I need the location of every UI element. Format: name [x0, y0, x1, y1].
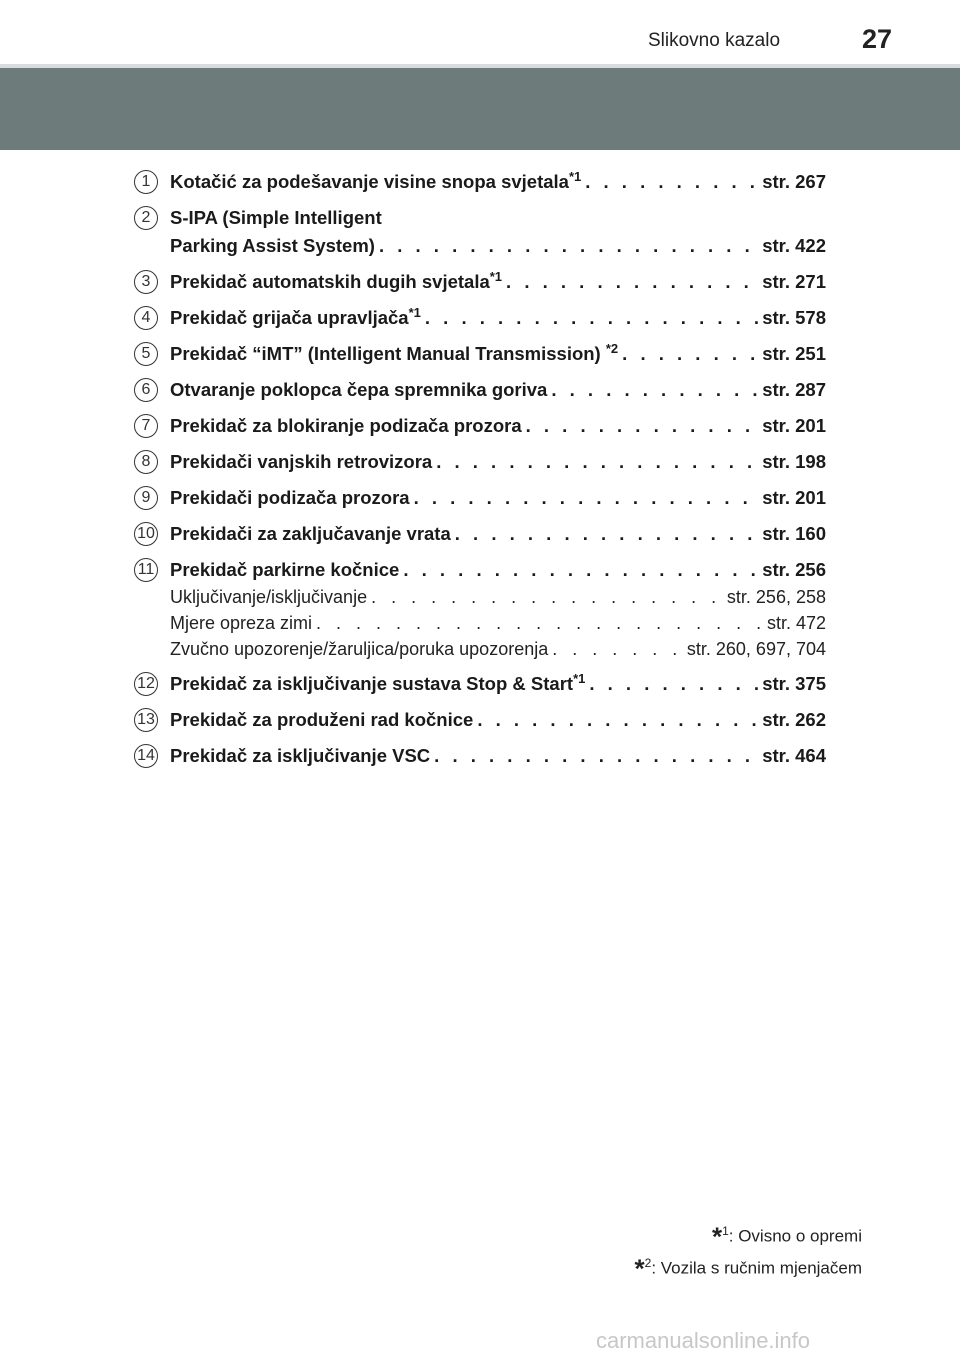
callout-number: 13: [134, 708, 158, 732]
index-list: [134, 168, 826, 778]
leader-dots: [551, 376, 758, 404]
index-entry: [134, 268, 826, 296]
entry-title: Prekidač automatskih dugih svjetala$^{*1}$: [170, 269, 503, 292]
index-entry: [134, 168, 826, 196]
footnote-text: : Ovisno o opremi: [728, 1226, 862, 1246]
index-entry: [134, 670, 826, 698]
index-entry: [134, 556, 826, 662]
footnote-text: : Vozila s ručnim mjenjačem: [651, 1258, 862, 1278]
callout-number: 10: [134, 522, 158, 546]
callout-number: 5: [134, 342, 158, 366]
leader-dots: [589, 670, 758, 698]
page-reference[interactable]: str. 375: [762, 673, 826, 694]
callout-number: 3: [134, 270, 158, 294]
sub-entry-title: Zvučno upozorenje/žaruljica/poruka upozorenja: [170, 639, 549, 659]
index-entry: [134, 520, 826, 548]
footnote: [635, 1218, 863, 1250]
entry-title: Parking Assist System): [170, 235, 375, 256]
leader-dots: [477, 706, 758, 734]
entry-title: Prekidači za zaključavanje vrata: [170, 523, 451, 544]
index-entry: [134, 484, 826, 512]
callout-number: 8: [134, 450, 158, 474]
entry-title: Prekidač grijača upravljača$^{*1}$: [170, 305, 421, 328]
page-reference[interactable]: str. 287: [762, 379, 826, 400]
index-entry: [134, 204, 826, 260]
entry-title: Prekidači vanjskih retrovizora: [170, 451, 433, 472]
page-reference[interactable]: str. 271: [762, 271, 826, 292]
footnotes: [634, 1218, 863, 1284]
callout-number: 4: [134, 306, 158, 330]
footnote: [635, 1250, 863, 1282]
callout-number: 14: [134, 744, 158, 768]
footnote-star: *: [634, 1253, 645, 1284]
page-reference[interactable]: str. 464: [762, 745, 826, 766]
page-reference[interactable]: str. 201: [762, 487, 826, 508]
leader-dots: [436, 448, 758, 476]
callout-number: 6: [134, 378, 158, 402]
footnote-marker: *1: [568, 169, 582, 184]
page-reference[interactable]: str. 267: [762, 171, 826, 192]
callout-number: 11: [134, 558, 158, 582]
callout-number: 7: [134, 414, 158, 438]
footnote-marker: *1: [573, 671, 586, 686]
index-entry: [134, 376, 826, 404]
page-reference[interactable]: str. 578: [762, 307, 826, 328]
callout-number: 1: [134, 170, 158, 194]
entry-title: Kotačić za podešavanje visine snopa svjetala$^{*1}$: [170, 169, 582, 192]
page-reference[interactable]: str. 251: [762, 343, 826, 364]
page-reference[interactable]: str. 256, 258: [726, 587, 826, 607]
entry-title: Prekidač parkirne kočnice: [170, 559, 400, 580]
page-reference[interactable]: str. 262: [762, 709, 826, 730]
entry-title: Prekidač za blokiranje podizača prozora: [170, 415, 522, 436]
leader-dots: [403, 556, 758, 584]
entry-title: Otvaranje poklopca čepa spremnika goriva: [170, 379, 548, 400]
section-title: Slikovno kazalo: [648, 30, 781, 51]
leader-dots: [379, 232, 758, 260]
index-entry: [134, 304, 826, 332]
footnote-number: 1: [722, 1224, 729, 1238]
index-entry: [134, 448, 826, 476]
index-entry: [134, 340, 826, 368]
entry-title: Prekidač za produženi rad kočnice: [170, 709, 474, 730]
leader-dots: [526, 412, 759, 440]
entry-title: Prekidači podizača prozora: [170, 487, 410, 508]
sub-entry-title: Mjere opreza zimi: [170, 613, 313, 633]
entry-title: Prekidač “iMT” (Intelligent Manual Transmission) $^{*2}$: [170, 341, 619, 364]
index-entry: [134, 706, 826, 734]
entry-title: Prekidač za isključivanje sustava Stop & Start$^{*1}$: [170, 671, 586, 694]
entry-title-line1: S-IPA (Simple Intelligent: [170, 207, 382, 228]
footnote-number: 2: [644, 1255, 652, 1270]
page-reference[interactable]: str. 160: [762, 523, 826, 544]
leader-dots: [414, 484, 759, 512]
footnote-star: *: [711, 1221, 723, 1252]
leader-dots: [455, 520, 758, 548]
footnote-marker: *1: [408, 305, 421, 320]
entry-title: Prekidač za isključivanje VSC: [170, 745, 431, 766]
page-reference[interactable]: str. 256: [762, 559, 826, 580]
index-entry: [134, 742, 826, 770]
page-number: 27: [862, 24, 893, 54]
sub-entries: [170, 584, 826, 662]
leader-dots: [425, 304, 758, 332]
callout-number: 12: [134, 672, 158, 696]
callout-number: 9: [134, 486, 158, 510]
footnote-marker: *1: [489, 269, 503, 284]
footnote-marker: *2: [605, 341, 619, 356]
leader-dots: [622, 340, 758, 368]
leader-dots: [316, 610, 763, 636]
watermark: carmanualsonline.info: [596, 1328, 811, 1353]
page-reference[interactable]: str. 422: [762, 235, 826, 256]
page-reference[interactable]: str. 198: [762, 451, 826, 472]
sub-entry-title: Uključivanje/isključivanje: [170, 587, 368, 607]
gray-banner: [0, 68, 960, 150]
leader-dots: [552, 636, 683, 662]
index-entry: [134, 412, 826, 440]
page-header: [0, 0, 960, 64]
leader-dots: [434, 742, 758, 770]
callout-number: 2: [134, 206, 158, 230]
leader-dots: [585, 168, 758, 196]
leader-dots: [371, 584, 723, 610]
leader-dots: [506, 268, 758, 296]
page-reference[interactable]: str. 201: [762, 415, 826, 436]
page-reference[interactable]: str. 260, 697, 704: [686, 639, 826, 659]
page-reference[interactable]: str. 472: [766, 613, 826, 633]
